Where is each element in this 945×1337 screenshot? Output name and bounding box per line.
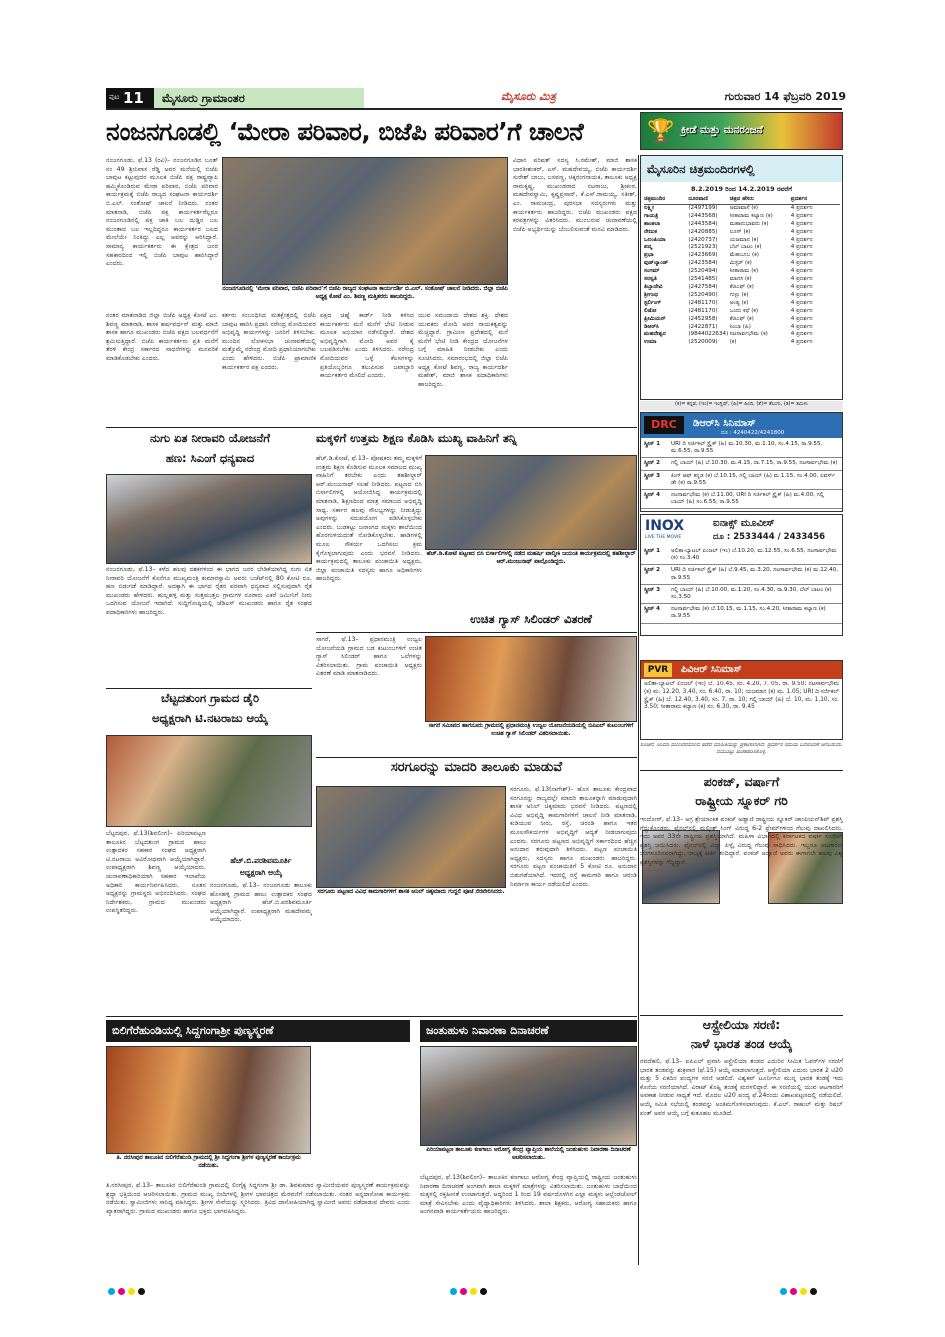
lead-col-1b-text: ನಂತರ ಮಾತನಾಡಿದ ಜಿಲ್ಲಾ ಬಿಜೆಪಿ ಅಧ್ಯಕ್ಷ ಕೋಟೆ ಎಂ. ಶಿವಣ್ಣ ಮಾತನಾಡಿ, ಶಾಸಕ ಹರ್ಷವರ್ಧನ್ ಮತ್ತು ಮಾಜಿ ಶಾಸಕ ಹಾಗೂ ಮುಖಂಡರು ಬಿಜೆಪಿ ಪಕ್ಷದ ಬಲವರ್ಧನೆಗೆ ಶ್ರಮಿಸುತ್ತಿದ್ದಾರೆ. ಬಿಜೆಪಿ ಕಾರ್ಯಕರ್ತರು ಪ್ರತಿ ಮನೆಗೆ ತೆರಳಿ ಕೇಂದ್ರ ಸರ್ಕಾರದ ಸಾಧನೆಗಳನ್ನು ಮನವರಿಕೆ ಮಾಡಿಕೊಡಬೇಕು ಎಂದರು. bbox=[106, 312, 218, 362]
gas-bottom-rule bbox=[316, 757, 637, 758]
cinema-phone: (2427584) bbox=[688, 283, 718, 290]
cinema-legend: (ಕ)= ಕನ್ನಡ, (ಇಂ)= ಇಂಗ್ಲಿಷ್, (ಹಿ)= ಹಿಂದಿ, (ತೆ)= ತೆಲುಗು, (ತ)= ತಮಿಳು bbox=[640, 401, 843, 411]
cinema-theatre: ವುಡ್‌ಲ್ಯಾಂಡ್ bbox=[644, 260, 669, 267]
page-label: ಪುಟ bbox=[109, 93, 120, 101]
cinema-film: ಗುಳ್ಟು (ಕ) bbox=[729, 291, 749, 298]
sports-banner bbox=[640, 112, 843, 150]
cinema-phone: (9844022634) bbox=[688, 331, 729, 338]
dairy-sub-headline-2: ಅಧ್ಯಕ್ಷರಾಗಿ ಆಯ್ಕೆ bbox=[239, 868, 283, 877]
cinema-row bbox=[644, 324, 840, 332]
cinema-row bbox=[644, 268, 840, 276]
inox-rows bbox=[641, 546, 842, 636]
drc-screen-row bbox=[641, 458, 842, 470]
lead-bottom-rule bbox=[106, 427, 637, 428]
australia-top-rule bbox=[640, 1015, 843, 1016]
drc-header bbox=[641, 413, 842, 438]
page-number: 11 bbox=[123, 89, 144, 107]
cinema-phone: (2520490) bbox=[688, 291, 718, 298]
cinema-row bbox=[644, 205, 840, 213]
children-headline: ಮಕ್ಕಳಿಗೆ ಉತ್ತಮ ಶಿಕ್ಷಣ ಕೊಡಿಸಿ ಮುಖ್ಯ ವಾಹಿನಿಗೆ ತನ್ನಿ bbox=[316, 431, 517, 445]
cinema-theatre: ಶಾಂತಲಾ bbox=[644, 220, 661, 227]
pankaj-headline-1: ಪಂಕಜ್, ವರ್ಷಾಗೆ bbox=[703, 774, 780, 789]
trophy-icon: 🏆 bbox=[647, 119, 675, 144]
lead-photo-caption: ನಂಜನಗೂಡಿನಲ್ಲಿ ‘ಮೇರಾ ಪರಿವಾರ, ಬಿಜೆಪಿ ಪರಿವಾರ’ಗೆ ಬಿಜೆಪಿ ರಾಜ್ಯದ ಸಂಘಟನಾ ಕಾರ್ಯದರ್ಶಿ ಬಿ.ಎಲ್. ಸಂತೋಷ್ ಚಾಲನೆ ನೀಡಿದರು. ಜಿಲ್ಲಾ ಬಿಜೆಪಿ ಅಧ್ಯಕ್ಷ ಕೋಟೆ ಎಂ. ಶಿವಣ್ಣ ಮತ್ತಿತರರು ಹಾಜರಿದ್ದರು. bbox=[222, 286, 508, 300]
yellow-dot bbox=[470, 1288, 477, 1295]
cinema-note: ಸೂಚನೆ: ಸಿನಿಮಾ ಮಂದಿರದವರಿಂದ ಪಡೆದ ಮಾಹಿತಿಯನ್ನು ಪ್ರಕಟಿಸಲಾಗಿದೆ. ಪ್ರದರ್ಶನ ಸಮಯ ಬದಲಾವಣೆ ಆಗಬಹುದು. ದಯವಿಟ್ಟು ಖಚಿತಪಡಿಸಿಕೊಳ್ಳಿ. bbox=[640, 742, 843, 755]
children-photo bbox=[425, 455, 637, 550]
cinema-shows: 4 ಪ್ರದರ್ಶನ bbox=[790, 220, 813, 227]
dairy-body-2: ನಂಜನಗೂಡು, ಫೆ.13– ನಂಜನಗೂಡು ತಾಲೂಕು ಹೊಸಹಳ್ಳಿ ಗ್ರಾಮದ ಹಾಲು ಉತ್ಪಾದಕರ ಸಂಘದ ಅಧ್ಯಕ್ಷರಾಗಿ ಹೆಚ್.ಬಿ.ಪರಶಿವಮೂರ್ತಿ ಆಯ್ಕೆಯಾಗಿದ್ದಾರೆ. ಉಪಾಧ್ಯಕ್ಷರಾಗಿ ಮಹದೇವಮ್ಮ ಆಯ್ಕೆಯಾದರು. bbox=[210, 882, 312, 924]
inox-screen-row bbox=[641, 546, 842, 565]
lead-col-2-text: ಕರ್ತರು ಸಂಬಂಧಿಸಿದ ಮತಕ್ಷೇತ್ರದಲ್ಲಿ ಬಿಜೆಪಿ ಬಾವುಟ ಹಾರಿಸಿ ಪ್ರಧಾನಿ ನರೇಂದ್ರ ಮೋದಿಯವರ ಅಭಿವೃದ್ಧಿ ಕಾರ್ಯಗಳನ್ನು ಜನರಿಗೆ ತಿಳಿಸಬೇಕು. ಮುಂದಿನ ಲೋಕಸಭಾ ಚುನಾವಣೆಯಲ್ಲಿ ಮತ್ತೊಮ್ಮೆ ನರೇಂದ್ರ ಮೋದಿ ಪ್ರಧಾನಿಯಾಗಬೇಕು ಎಂದು ಹೇಳಿದರು. ಬಿಜೆಪಿ ಪ್ರಾಮಾಣಿಕ ಕಾರ್ಯಕರ್ತರ ಪಕ್ಷ ಎಂದರು. bbox=[222, 312, 316, 371]
inox-screen-row bbox=[641, 585, 842, 604]
cinema-film: ಯಜಮಾನ (ಕ) bbox=[729, 236, 759, 243]
section-name: ಮೈಸೂರು ಗ್ರಾಮಾಂತರ bbox=[162, 91, 245, 105]
cinema-phone: (2420885) bbox=[688, 228, 718, 235]
lead-col-1b bbox=[106, 312, 218, 424]
issue-date: ಗುರುವಾರ 14 ಫೆಬ್ರವರಿ 2019 bbox=[724, 90, 846, 103]
cinema-phone: (2520494) bbox=[688, 268, 718, 275]
cinema-film: ಮಿಸ್ಟರ್ (ಕ) bbox=[729, 260, 752, 267]
drc-screen-shows: URI ದಿ ಸರ್ಜಿಕಲ್ ಸ್ಟ್ರೈಕ್ (ಹಿ) ಮ.10.30, ಮ.1.10, ಸಂ.4.15, ರಾ.9.55, ಮ.6.55, ರಾ.9.55 bbox=[671, 441, 823, 455]
cinema-film: ಸೀತಾರಾಮ (ಕ) bbox=[729, 268, 759, 275]
cinema-shows: 4 ಪ್ರದರ್ಶನ bbox=[790, 299, 813, 306]
drc-screen-shows: ಗಲ್ಲಿ ಬಾಯ್ (ಹಿ) ಬೆ.10.30, ಮ.4.15, ರಾ.7.15, ರಾ.9.55, ನಟಸಾರ್ವಭೌಮ (ಕ) bbox=[671, 460, 838, 467]
cinema-phone: (2420737) bbox=[688, 236, 718, 243]
dairy-headline-1: ಬೆಟ್ಟದತುಂಗ ಗ್ರಾಮದ ಡೈರಿ bbox=[160, 691, 260, 705]
inox-screen-label: ಸ್ಕ್ರೀನ್ 2 bbox=[644, 567, 661, 574]
cinema-theatre: ಪ್ರಭಾ bbox=[644, 252, 654, 259]
cinema-theatre: ತಿಬ್ಬಾದೇವಿ bbox=[644, 283, 663, 290]
lead-col-3-text: ಪಕ್ಷದ ಚಿಹ್ನೆ ಕಾರ್ಡ್ ನೀಡಿ ಕಳಿಸಿದ ಕಾರ್ಯಕರ್ತರು ಮನೆ ಮನೆಗೆ ಭೇಟಿ ನೀಡುವ ಮೂಲಕ ಅಭಿಯಾನ ನಡೆಸಲಿದ್ದಾರೆ. ದೇಶದ ಅಭಿವೃದ್ಧಿಗಾಗಿ ಮೋದಿ ಅವರ ಕೈ ಬಲಪಡಿಸಬೇಕು ಎಂದು ತಿಳಿಸಿದರು. ನರೇಂದ್ರ ಮೋದಿಯವರ ಒಳ್ಳೆ ಕೆಲಸಗಳನ್ನು ಪ್ರತಿಯೊಬ್ಬರಿಗೂ ತಲುಪಿಸುವ ಜವಾಬ್ದಾರಿ ಕಾರ್ಯಕರ್ತರ ಮೇಲಿದೆ ಎಂದರು. bbox=[320, 312, 414, 380]
siddaganga-photo-caption: ತಿ. ನರಸೀಪುರ ತಾಲೂಕಿನ ಬಿಲಿಗೆರೆಹುಂಡಿ ಗ್ರಾಮದಲ್ಲಿ ಶ್ರೀ ಸಿದ್ದಗಂಗಾ ಶ್ರೀಗಳ ಪುಣ್ಯಸ್ಮರಣೆ ಕಾರ್ಯಕ್ರಮ ನಡೆಯಿತು. bbox=[116, 1155, 301, 1169]
jantu-photo bbox=[420, 1046, 637, 1146]
cinema-table-header bbox=[644, 196, 840, 205]
children-body: ಹೆಚ್.ಡಿ.ಕೋಟೆ, ಫೆ.13– ಪೋಷಕರು ತಮ್ಮ ಮಕ್ಕಳಿಗೆ ಉತ್ತಮ ಶಿಕ್ಷಣ ಕೊಡಿಸುವ ಮೂಲಕ ಸಮಾಜದ ಮುಖ್ಯ ವಾಹಿನಿಗೆ ತರಬೇಕು ಎಂದು ತಹಶೀಲ್ದಾರ್ ಆರ್.ಮಂಜುನಾಥ್ ಸಲಹೆ ನೀಡಿದರು. ಪಟ್ಟಣದ ಬಿಸಿ ಬಿರ್ಸಾಲಿಗಳಲ್ಲಿ ಆಯೋಜಿಸಿದ್ದ ಕಾರ್ಯಕ್ರಮದಲ್ಲಿ ಮಾತನಾಡಿ, ಶಿಕ್ಷಣದಿಂದ ಮಾತ್ರ ಸಮಾಜದ ಅಭಿವೃದ್ಧಿ ಸಾಧ್ಯ. ಸರ್ಕಾರ ಹಲವು ಸೌಲಭ್ಯಗಳನ್ನು ನೀಡುತ್ತಿದ್ದು ಅವುಗಳನ್ನು ಸದುಪಯೋಗ ಪಡಿಸಿಕೊಳ್ಳಬೇಕು ಎಂದರು. ಬುಡಕಟ್ಟು ಜನಾಂಗದ ಮಕ್ಕಳು ಶಾಲೆಯಿಂದ ಹೊರಗುಳಿಯದಂತೆ ನೋಡಿಕೊಳ್ಳಬೇಕು. ಹಾಡಿಗಳಲ್ಲಿ ಮೂಲ ಸೌಕರ್ಯ ಒದಗಿಸಲು ಕ್ರಮ ಕೈಗೊಳ್ಳಲಾಗುವುದು ಎಂದು ಭರವಸೆ ನೀಡಿದರು. ಕಾರ್ಯಕ್ರಮದಲ್ಲಿ ತಾಲೂಕು ಪಂಚಾಯಿತಿ ಅಧ್ಯಕ್ಷರು, ಜಿಲ್ಲಾ ಪಂಚಾಯಿತಿ ಸದಸ್ಯರು ಹಾಗೂ ಅಧಿಕಾರಿಗಳು ಹಾಜರಿದ್ದರು. bbox=[316, 455, 422, 583]
cinema-shows: 4 ಪ್ರದರ್ಶನ bbox=[790, 244, 813, 251]
magenta-dot bbox=[790, 1288, 797, 1295]
inox-screen-shows: ಅಲಿತಾ-ಬ್ಯಾಟಲ್ ಏಂಜಲ್ (ಇಂ) ಬೆ.10.20, ಮ.12.55, ಸಂ.6.55, ನಟಸಾರ್ವಭೌಮ (ಕ) ಸಂ.3.40 bbox=[671, 548, 837, 562]
lead-col-5 bbox=[513, 157, 637, 425]
siddaganga-photo bbox=[106, 1046, 311, 1154]
drc-screen-label: ಸ್ಕ್ರೀನ್ 2 bbox=[644, 460, 661, 467]
cinema-row bbox=[644, 213, 840, 221]
cinema-theatre: ಒಲಂಪಿಯಾ bbox=[644, 236, 666, 243]
registration-marks-left bbox=[108, 1280, 178, 1290]
cinema-row bbox=[644, 221, 840, 229]
cinema-box bbox=[640, 155, 843, 400]
australia-headline-2: ನಾಳೆ ಭಾರತ ತಂಡ ಆಯ್ಕೆ bbox=[690, 1036, 793, 1051]
yellow-dot bbox=[128, 1288, 135, 1295]
cinema-shows: 4 ಪ್ರದರ್ಶನ bbox=[790, 307, 813, 314]
cinema-shows: 4 ಪ್ರದರ್ಶನ bbox=[790, 339, 813, 346]
magenta-dot bbox=[460, 1288, 467, 1295]
cinema-theatre: ಮಹದೇಶ್ವರ bbox=[644, 331, 666, 338]
page-header bbox=[106, 87, 846, 109]
cinema-film: ಲೂಸ್ (ಕ) bbox=[729, 228, 751, 235]
cinema-theatre: ಲಕ್ಷ್ಮೀ bbox=[644, 204, 654, 211]
cinema-rows bbox=[644, 205, 840, 347]
nugu-headline-2: ಹಣ: ಸಿಎಂಗೆ ಧನ್ಯವಾದ bbox=[165, 451, 255, 465]
cinema-shows: 4 ಪ್ರದರ್ಶನ bbox=[790, 268, 813, 275]
cinema-theatre: ಪ್ರೀಮಿಯರ್ bbox=[644, 315, 666, 322]
cinema-shows: 4 ಪ್ರದರ್ಶನ bbox=[790, 291, 813, 298]
cinema-film: ಬೆಲ್ ಬಾಟಂ (ಕ) bbox=[729, 244, 762, 251]
cinema-shows: 4 ಪ್ರದರ್ಶನ bbox=[790, 204, 813, 211]
section-tag bbox=[154, 88, 364, 108]
siddaganga-headline: ಬಿಲಿಗೆರೆಹುಂಡಿಯಲ್ಲಿ ಸಿದ್ದಗಂಗಾಶ್ರೀ ಪುಣ್ಯಸ್ಮರಣೆ bbox=[112, 1024, 274, 1037]
drc-rows bbox=[641, 439, 842, 511]
cinema-row bbox=[644, 300, 840, 308]
cinema-theatre: ಗಾಯತ್ರಿ bbox=[644, 212, 659, 219]
drc-screen-row bbox=[641, 439, 842, 458]
lead-col-5-text: ವಿಧಾನ ಪರಿಷತ್ ಸದಸ್ಯ ಸಿ.ರಮೇಶ್, ಮಾಜಿ ಶಾಸಕ ಭಾರತೀಶಂಕರ್, ಎಸ್. ಮಹದೇವಯ್ಯ, ಬಿಜೆಪಿ ಕಾರ್ಯದರ್ಶಿ ಸುರೇಶ್ ಬಾಬು, ಬಸವಣ್ಣ, ಚಿಕ್ಕರಂಗನಾಯಕ, ತಾಲೂಕು ಅಧ್ಯಕ್ಷ ರಾಮಕೃಷ್ಣ, ಮುಖಂಡರಾದ ನಟರಾಜು, ಶ್ರೀಕಂಠ, ಮಹದೇವಸ್ವಾಮಿ, ಕೃಷ್ಣಪ್ರಸಾದ್, ಕೆ.ಎಸ್.ರಾಮಯ್ಯ, ಸತೀಶ್, ಎಂ. ರಾಮಚಂದ್ರ, ಪುರಸಭಾ ಸದಸ್ಯರುಗಳು ಮತ್ತು ಕಾರ್ಯಕರ್ತರು ಹಾಜರಿದ್ದರು. ಬಿಜೆಪಿ ಮುಖಂಡರು ಪಕ್ಷದ ಕರಪತ್ರಗಳನ್ನು ವಿತರಿಸಿದರು. ಮುಂಬರುವ ಚುನಾವಣೆಯಲ್ಲಿ ಬಿಜೆಪಿ ಅಭ್ಯರ್ಥಿಯನ್ನು ಬೆಂಬಲಿಸುವಂತೆ ಮನವಿ ಮಾಡಿದರು. bbox=[513, 157, 637, 233]
cinema-film: ಮಾನಸ (ಕ) bbox=[729, 276, 752, 283]
nugu-bottom-rule bbox=[106, 688, 312, 689]
magenta-dot bbox=[118, 1288, 125, 1295]
dairy-body: ಬೆಟ್ಟದಪುರ, ಫೆ.13(ಶಿವಲಿಂಗ)– ಪಿರಿಯಾಪಟ್ಟಣ ತಾಲೂಕಿನ ಬೆಟ್ಟದತುಂಗ ಗ್ರಾಮದ ಹಾಲು ಉತ್ಪಾದಕರ ಸಹಕಾರ ಸಂಘದ ಅಧ್ಯಕ್ಷರಾಗಿ ಟಿ.ನಟರಾಜು ಅವಿರೋಧವಾಗಿ ಆಯ್ಕೆಯಾಗಿದ್ದಾರೆ. ಉಪಾಧ್ಯಕ್ಷರಾಗಿ ಶಿವಣ್ಣ ಆಯ್ಕೆಯಾದರು. ಚುನಾವಣಾಧಿಕಾರಿಯಾಗಿ ಸಹಕಾರ ಇಲಾಖೆಯ ಅಧಿಕಾರಿ ಕಾರ್ಯನಿರ್ವಹಿಸಿದರು. ನೂತನ ಅಧ್ಯಕ್ಷರನ್ನು ಗ್ರಾಮಸ್ಥರು ಅಭಿನಂದಿಸಿದರು. ಸಂಘದ ನಿರ್ದೇಶಕರು, ಗ್ರಾಮದ ಮುಖಂಡರು ಉಪಸ್ಥಿತರಿದ್ದರು. bbox=[106, 830, 206, 915]
black-dot bbox=[138, 1288, 145, 1295]
header-rule bbox=[106, 108, 842, 110]
inox-screen-row bbox=[641, 604, 842, 623]
gas-headline: ಉಚಿತ ಗ್ಯಾಸ್ ಸಿಲಿಂಡರ್ ವಿತರಣೆ bbox=[470, 612, 592, 626]
lead-col-1-text: ನಂಜನಗೂಡು, ಫೆ.13 (ರವಿ)– ನಂಜನಗೂಡಿನ ಬೂತ್ ನಂ 49 ಶ್ರೀನಿವಾಸ ರೆಡ್ಡಿ ಅವರ ಮನೆಯಲ್ಲಿ ಬಿಜೆಪಿ ಬಾವುಟ ಕಟ್ಟುವುದರ ಮೂಲಕ ಬಿಜೆಪಿ ಪಕ್ಷ ರಾಷ್ಟ್ರವ್ಯಾಪಿ ಹಮ್ಮಿಕೊಂಡಿರುವ ಮೇರಾ ಪರಿವಾರ, ಬಿಜೆಪಿ ಪರಿವಾರ ಕಾರ್ಯಕ್ರಮಕ್ಕೆ ಬಿಜೆಪಿ ರಾಜ್ಯದ ಸಂಘಟನಾ ಕಾರ್ಯದರ್ಶಿ ಬಿ.ಎಲ್. ಸಂತೋಷ್ ಚಾಲನೆ ನೀಡಿದರು. ನಂತರ ಮಾತನಾಡಿ, ಬಿಜೆಪಿ ಪಕ್ಷ ಕಾರ್ಯಕರ್ತರೆಲ್ಲರೂ ನಂಜನಗೂಡಿನಲ್ಲಿ ಪಕ್ಷ ಜಾತಿ ಬಲ ದುಡ್ಡಿನ ಬಲ ಮುಂತಾದ ಬಲ ಇಲ್ಲದಿದ್ದರೂ ಕಾರ್ಯಕರ್ತರ ಬಲದ ಮೇಲೆಯೇ ನಿಂತಿದ್ದು ಎಲ್ಲ ಅವರನ್ನು ಆರಿಸಿದ್ದಾರೆ. ಸಾಮಾನ್ಯ ಕಾರ್ಯಕರ್ತರು ಈ ಕ್ಷೇತ್ರದ ಜನರ ಸಹಕಾರದಿಂದ ಇಲ್ಲಿ ಬಿಜೆಪಿ ಬಾವುಟ ಹಾರಿಸಿದ್ದಾರೆ ಎಂದರು. bbox=[106, 157, 218, 268]
black-dot bbox=[480, 1288, 487, 1295]
drc-logo: DRC bbox=[644, 416, 684, 434]
cyan-dot bbox=[450, 1288, 457, 1295]
main-headline: ನಂಜನಗೂಡಲ್ಲಿ ‘ಮೇರಾ ಪರಿವಾರ, ಬಿಜೆಪಿ ಪರಿವಾರ’ಗೆ ಚಾಲನೆ bbox=[106, 117, 584, 146]
cinema-phone: (2520009) bbox=[688, 339, 718, 346]
drc-title: ಡಿಆರ್‌ಸಿ ಸಿನಿಮಾಸ್ bbox=[693, 418, 756, 429]
cinema-theatre: ಡಿಆರ್‌ಸಿ bbox=[644, 323, 659, 330]
drc-phone: ದೂ : 4240422/4241800 bbox=[721, 430, 785, 436]
cinema-shows: 4 ಪ್ರದರ್ಶನ bbox=[790, 323, 813, 330]
inox-screen-shows: ನಟಸಾರ್ವಭೌಮ (ಕ) ಬೆ.10.15, ಮ.1.15, ಸಂ.4.20, ಸೀತಾರಾಮ ಕಲ್ಯಾಣ (ಕ) ರಾ.9.55 bbox=[671, 606, 826, 620]
pvr-header bbox=[641, 661, 842, 679]
drc-screen-shows: ನಟಸಾರ್ವಭೌಮ (ಕ) ಬೆ.11.00, URI ದಿ ಸರ್ಜಿಕಲ್ ಸ್ಟ್ರೈಕ್ (ಹಿ) ಮ.4.00, ಗಲ್ಲಿ ಬಾಯ್ (ಹಿ) ಸಂ.6.55, ರಾ.9.55 bbox=[671, 492, 824, 506]
drc-screen-label: ಸ್ಕ್ರೀನ್ 4 bbox=[644, 492, 661, 499]
nugu-body: ನಂಜನಗೂಡು, ಫೆ.13– ಕಳೆದ ಹಲವು ದಶಕಗಳಿಂದ ಈ ಭಾಗದ ಜನರ ಬೇಡಿಕೆಯಾಗಿದ್ದ ನುಗು ಏತ ನೀರಾವರಿ ಯೋಜನೆಗೆ ಕೊನೆಗೂ ಮುಖ್ಯಮಂತ್ರಿ ಕುಮಾರಸ್ವಾಮಿ ಅವರು ಬಜೆಟ್‌ನಲ್ಲಿ 80 ಕೋಟಿ ರೂ. ಹಣ ಬಿಡುಗಡೆ ಮಾಡಿದ್ದಾರೆ. ಅದಕ್ಕಾಗಿ ಈ ಭಾಗದ ರೈತರ ಪರವಾಗಿ ಧನ್ಯವಾದ ಸಲ್ಲಿಸುವುದಾಗಿ ರೈತ ಮುಖಂಡರು ಹೇಳಿದರು. ಹುಲ್ಲಹಳ್ಳಿ ಮತ್ತು ಸುತ್ತಮುತ್ತಲ ಗ್ರಾಮಗಳ ನೂರಾರು ಎಕರೆ ಜಮೀನಿಗೆ ನೀರು ಒದಗಿಸುವ ಯೋಜನೆ ಇದಾಗಿದೆ. ಸುದ್ದಿಗೋಷ್ಠಿಯಲ್ಲಿ ಜೆಡಿಎಸ್ ಮುಖಂಡರು ಹಾಗೂ ರೈತ ಸಂಘದ ಪದಾಧಿಕಾರಿಗಳು ಹಾಜರಿದ್ದರು. bbox=[106, 566, 312, 616]
cinema-shows: 4 ಪ್ರದರ್ಶನ bbox=[790, 315, 813, 322]
registration-marks-right bbox=[780, 1280, 850, 1290]
cinema-phone: (2443584) bbox=[688, 220, 718, 227]
lead-col-4-text: ಯುವ ಸಮುದಾಯ ದೇಶದ ಶಕ್ತಿ. ದೇಶದ ಯುವಕರು ಮೋದಿ ಅವರ ನಾಯಕತ್ವವನ್ನು ಮೆಚ್ಚಿದ್ದಾರೆ. ಗ್ರಾಮೀಣ ಪ್ರದೇಶದಲ್ಲಿ ಮನೆ ಮನೆಗೆ ಭೇಟಿ ನೀಡಿ ಕೇಂದ್ರದ ಯೋಜನೆಗಳ ಬಗ್ಗೆ ಮಾಹಿತಿ ನೀಡಬೇಕು ಎಂದು ಸೂಚಿಸಿದರು. ಸಮಾರಂಭದಲ್ಲಿ ಜಿಲ್ಲಾ ಬಿಜೆಪಿ ಅಧ್ಯಕ್ಷ ಕೋಟೆ ಶಿವಣ್ಣ, ರಾಜ್ಯ ಕಾರ್ಯದರ್ಶಿ ಮಹೇಶ್, ಮಾಜಿ ಶಾಸಕ ಪದಾಧಿಕಾರಿಗಳು ಹಾಜರಿದ್ದರು. bbox=[418, 312, 508, 388]
inox-title: ಐನಾಕ್ಸ್ ಮೂವೀಸ್ bbox=[713, 518, 775, 529]
registration-marks-center bbox=[450, 1280, 520, 1290]
cinema-phone: (2423584) bbox=[688, 260, 718, 267]
cinema-shows: 4 ಪ್ರದರ್ಶನ bbox=[790, 252, 813, 259]
pankaj-body: ಇಂದೋರ್, ಫೆ.13– ಅಗ್ರ ಶ್ರೇಯಾಂಕಿತ ಪಂಕಜ್ ಅಡ್ವಾಣಿ ರಾಷ್ಟ್ರೀಯ ಸ್ನೂಕರ್ ಚಾಂಪಿಯನ್‌ಶಿಪ್ ಪ್ರಶಸ್ತಿ ಗೆದ್ದುಕೊಂಡರು. ಫೈನಲ್‌ನಲ್ಲಿ ಮಲ್ಕೀತ್ ಸಿಂಗ್ ವಿರುದ್ಧ 6-2 ಫ್ರೇಮ್‌ಗಳಿಂದ ಗೆಲುವು ದಾಖಲಿಸಿದರು. ಇದು ಅವರ 33ನೇ ರಾಷ್ಟ್ರೀಯ ಪ್ರಶಸ್ತಿಯಾಗಿದೆ. ಮಹಿಳಾ ವಿಭಾಗದಲ್ಲಿ ಕರ್ನಾಟಕದ ವರ್ಷಾ ಸಂಜೀವ್ ಪ್ರಶಸ್ತಿ ಜಯಿಸಿದರು. ಫೈನಲ್‌ನಲ್ಲಿ ವಿದ್ಯಾ ಪಿಳ್ಳೈ ವಿರುದ್ಧ ಗೆಲುವು ಸಾಧಿಸಿದರು. ಇಬ್ಬರೂ ಆಟಗಾರರು ಬೆಂಗಳೂರಿನವರಾಗಿದ್ದು, ರಾಜ್ಯಕ್ಕೆ ಕೀರ್ತಿ ತಂದಿದ್ದಾರೆ. ಪಂಕಜ್ ಅಡ್ವಾಣಿ ಅವರು ಈಗಾಗಲೇ ಹಲವು ವಿಶ್ವ ಪ್ರಶಸ್ತಿಗಳನ್ನು ಗೆದ್ದಿದ್ದಾರೆ. bbox=[640, 816, 843, 866]
drc-screen-label: ಸ್ಕ್ರೀನ್ 3 bbox=[644, 472, 661, 479]
cinema-shows: 4 ಪ್ರದರ್ಶನ bbox=[790, 236, 813, 243]
gas-body: ಸಾಗರೆ, ಫೆ.13– ಪ್ರಧಾನಮಂತ್ರಿ ಉಜ್ವಲ ಯೋಜನೆಯಡಿ ಗ್ರಾಮದ ಬಡ ಕುಟುಂಬಗಳಿಗೆ ಉಚಿತ ಗ್ಯಾಸ್ ಸಿಲಿಂಡರ್ ಹಾಗೂ ಒಲೆಗಳನ್ನು ವಿತರಿಸಲಾಯಿತು. ಗ್ರಾಮ ಪಂಚಾಯಿತಿ ಅಧ್ಯಕ್ಷರು ವಿತರಣೆ ಮಾಡಿ ಮಾತನಾಡಿದರು. bbox=[316, 636, 422, 678]
cinema-theatre: ಸಂಗಮ್ bbox=[644, 268, 660, 275]
cinema-film: ಸೀತಾರಾಮ ಕಲ್ಯಾಣ (ಕ) bbox=[729, 212, 773, 219]
cinema-phone: (2521923) bbox=[688, 244, 718, 251]
pankaj-headline-2: ರಾಷ್ಟ್ರೀಯ ಸ್ನೂಕರ್ ಗರಿ bbox=[695, 793, 788, 808]
sports-banner-label: ಕ್ರೀಡೆ ಮತ್ತು ಮನರಂಜನೆ bbox=[681, 124, 763, 136]
jantu-body: ಬೆಟ್ಟದಪುರ, ಫೆ.13(ಶಿವಲಿಂಗ)– ತಾಲೂಕಿನ ಕಣಗಾಲು ಆರೋಗ್ಯ ಕೇಂದ್ರ ವ್ಯಾಪ್ತಿಯಲ್ಲಿ ರಾಷ್ಟ್ರೀಯ ಜಂತುಹುಳು ನಿವಾರಣಾ ದಿನಾಚರಣೆ ಅಂಗವಾಗಿ ಶಾಲಾ ಮಕ್ಕಳಿಗೆ ಮಾತ್ರೆಗಳನ್ನು ವಿತರಿಸಲಾಯಿತು. ಜಂತುಹುಳು ಬಾಧೆಯಿಂದ ಮಕ್ಕಳಲ್ಲಿ ರಕ್ತಹೀನತೆ ಉಂಟಾಗುತ್ತದೆ. ಆದ್ದರಿಂದ 1 ರಿಂದ 19 ವರ್ಷದೊಳಗಿನ ಎಲ್ಲಾ ಮಕ್ಕಳು ಆಲ್ಬೆಂಡಜೋಲ್ ಮಾತ್ರೆ ಸೇವಿಸಬೇಕು ಎಂದು ವೈದ್ಯಾಧಿಕಾರಿಗಳು ತಿಳಿಸಿದರು. ಶಾಲಾ ಶಿಕ್ಷಕರು, ಆರೋಗ್ಯ ಸಹಾಯಕರು ಹಾಗೂ ಅಂಗನವಾಡಿ ಕಾರ್ಯಕರ್ತೆಯರು ಹಾಜರಿದ್ದರು. bbox=[420, 1174, 637, 1216]
cinema-film: ಮಹಾನುಭಾವರು (ಕ) bbox=[729, 220, 769, 227]
sargur-photo bbox=[316, 786, 506, 888]
cinema-theatre: ಶ್ರೀಗಂಧ bbox=[644, 291, 659, 298]
black-dot bbox=[810, 1288, 817, 1295]
cinema-film: ಮೆಹಬೂಬ (ಕ) bbox=[729, 252, 759, 259]
children-photo-caption: ಹೆಚ್.ಡಿ.ಕೋಟೆ ಪಟ್ಟಣದ ಬಿಸಿ ಬಿರ್ಸಾಲಿಗಳಲ್ಲಿ ನಡೆದ ಮಹರ್ಷಿ ವಾಲ್ಮೀಕಿ ಜಯಂತಿ ಕಾರ್ಯಕ್ರಮದಲ್ಲಿ ತಹಶೀಲ್ದಾರ್ ಆರ್.ಮಂಜುನಾಥ್ ಪಾಲ್ಗೊಂಡಿದ್ದರು. bbox=[426, 551, 636, 565]
cinema-date-range: 8.2.2019 ರಿಂದ 14.2.2019 ರವರೆಗೆ bbox=[690, 185, 793, 193]
cinema-shows: 4 ಪ್ರದರ್ಶನ bbox=[790, 212, 813, 219]
nugu-photo bbox=[106, 474, 312, 564]
bottom-section-rule bbox=[106, 1016, 637, 1017]
cinema-header-shows: ಪ್ರದರ್ಶನ bbox=[790, 196, 808, 202]
drc-box bbox=[640, 412, 843, 512]
jantu-headline-bar bbox=[420, 1020, 637, 1042]
drc-screen-label: ಸ್ಕ್ರೀನ್ 1 bbox=[644, 441, 661, 447]
inox-phone: ದೂ : 2533444 / 2433456 bbox=[713, 532, 826, 542]
lead-col-4 bbox=[418, 312, 508, 424]
drc-screen-row bbox=[641, 490, 842, 509]
cinema-film: ಕೆಜಿಎಫ್ (ಕ) bbox=[729, 315, 754, 322]
pvr-logo: PVR bbox=[644, 663, 672, 677]
cinema-theatre: ಪದ್ಮ bbox=[644, 244, 652, 251]
cinema-shows: 4 ಪ್ರದರ್ಶನ bbox=[790, 276, 813, 283]
lead-col-2 bbox=[222, 312, 316, 424]
cinema-row bbox=[644, 237, 840, 245]
masthead: ಮೈಸೂರು ಮಿತ್ರ bbox=[501, 90, 556, 103]
cinema-film: ಅಮಾವಾಸೆ (ಕ) bbox=[729, 204, 759, 211]
cinema-title: ಮೈಸೂರಿನ ಚಿತ್ರಮಂದಿರಗಳಲ್ಲಿ bbox=[647, 162, 755, 176]
cinema-film: ನಟಸಾರ್ವಭೌಮ (ಕ) bbox=[729, 331, 768, 338]
cinema-phone: (2541485) bbox=[688, 276, 718, 283]
cinema-row bbox=[644, 292, 840, 300]
cinema-film: ಒಂದು ಕಥೆ (ಕ) bbox=[729, 307, 759, 314]
cinema-row bbox=[644, 331, 840, 339]
cinema-shows: 4 ಪ್ರದರ್ಶನ bbox=[790, 260, 813, 267]
cyan-dot bbox=[780, 1288, 787, 1295]
cinema-film: ಕೆಜಿಎಫ್ (ಕ) bbox=[729, 283, 754, 290]
inox-screen-label: ಸ್ಕ್ರೀನ್ 1 bbox=[644, 548, 661, 554]
column-divider-right bbox=[638, 155, 639, 1265]
sargur-photo-caption: ಸರಗೂರು ಪಟ್ಟಣದ ವಿವಿಧ ಕಾಮಗಾರಿಗಳಿಗೆ ಶಾಸಕ ಅನಿಲ್ ಚಿಕ್ಕಮಾದು ಗುದ್ದಲಿ ಪೂಜೆ ನೆರವೇರಿಸಿದರು. bbox=[317, 889, 505, 895]
cinema-row bbox=[644, 284, 840, 292]
cinema-theatre: ಉಮಾ bbox=[644, 339, 657, 346]
pvr-box bbox=[640, 660, 843, 740]
yellow-dot bbox=[800, 1288, 807, 1295]
sargur-headline: ಸರಗೂರನ್ನು ಮಾದರಿ ತಾಲೂಕು ಮಾಡುವೆ bbox=[390, 760, 563, 775]
lead-col-3 bbox=[320, 312, 414, 424]
cinema-theatre: ಲಿಡೋ bbox=[644, 307, 657, 314]
inox-logo-sub: LIVE THE MOVIE bbox=[645, 535, 682, 540]
sargur-body: ಸರಗೂರು, ಫೆ.13(ನಾಗೇಶ್)– ಹೊಸ ತಾಲೂಕು ಕೇಂದ್ರವಾದ ಸರಗೂರನ್ನು ರಾಜ್ಯದಲ್ಲೇ ಮಾದರಿ ತಾಲೂಕನ್ನಾಗಿ ಮಾಡುವುದಾಗಿ ಶಾಸಕ ಅನಿಲ್ ಚಿಕ್ಕಮಾದು ಭರವಸೆ ನೀಡಿದರು. ಪಟ್ಟಣದಲ್ಲಿ ವಿವಿಧ ಅಭಿವೃದ್ಧಿ ಕಾಮಗಾರಿಗಳಿಗೆ ಚಾಲನೆ ನೀಡಿ ಮಾತನಾಡಿ, ಕುಡಿಯುವ ನೀರು, ರಸ್ತೆ, ಚರಂಡಿ ಹಾಗೂ ಇತರ ಮೂಲಸೌಕರ್ಯಗಳ ಅಭಿವೃದ್ಧಿಗೆ ಆದ್ಯತೆ ನೀಡಲಾಗುವುದು ಎಂದರು. ಸರಗೂರು ಪಟ್ಟಣದ ಅಭಿವೃದ್ಧಿಗೆ ಸರ್ಕಾರದಿಂದ ಹೆಚ್ಚಿನ ಅನುದಾನ ತರುವುದಾಗಿ ತಿಳಿಸಿದರು. ಪಟ್ಟಣ ಪಂಚಾಯಿತಿ ಅಧ್ಯಕ್ಷರು, ಸದಸ್ಯರು ಹಾಗೂ ಮುಖಂಡರು ಹಾಜರಿದ್ದರು. ಸರಗೂರು ಪಟ್ಟಣ ಪಂಚಾಯಿತಿಗೆ 5 ಕೋಟಿ ರೂ. ಅನುದಾನ ಬಿಡುಗಡೆಯಾಗಿದೆ. ಇದರಲ್ಲಿ ರಸ್ತೆ ಕಾಮಗಾರಿ ಹಾಗೂ ಚರಂಡಿ ನಿರ್ಮಾಣ ಕಾರ್ಯ ನಡೆಯಲಿದೆ ಎಂದರು. bbox=[510, 786, 637, 888]
lead-col-1 bbox=[106, 157, 218, 309]
cinema-row bbox=[644, 276, 840, 284]
australia-body: ನವದೆಹಲಿ, ಫೆ.13– ಐಪಿಎಲ್ ಪ್ರವಾಸಿ ಆಸ್ಟ್ರೇಲಿಯಾ ತಂಡದ ಎದುರಿನ ಸೀಮಿತ ಓವರ್‌ಗಳ ಸರಣಿಗೆ ಭಾರತ ತಂಡವನ್ನು ಶುಕ್ರವಾರ (ಫೆ.15) ಆಯ್ಕೆ ಮಾಡಲಾಗುತ್ತದೆ. ಆಸ್ಟ್ರೇಲಿಯಾ ಎದುರು ಭಾರತ 2 ಟಿ20 ಮತ್ತು 5 ಏಕದಿನ ಪಂದ್ಯಗಳ ಸರಣಿ ಆಡಲಿದೆ. ವಿಶ್ವಕಪ್ ಟೂರ್ನಿಗೂ ಮುನ್ನ ಭಾರತ ತಂಡಕ್ಕೆ ಇದು ಕೊನೆಯ ಸರಣಿಯಾಗಿದೆ. ವಿರಾಟ್ ಕೊಹ್ಲಿ ತಂಡಕ್ಕೆ ಮರಳಲಿದ್ದಾರೆ. ಈ ಸರಣಿಯಲ್ಲಿ ಯುವ ಆಟಗಾರರಿಗೆ ಅವಕಾಶ ನೀಡುವ ಸಾಧ್ಯತೆ ಇದೆ. ಮೊದಲ ಟಿ20 ಪಂದ್ಯ ಫೆ.24ರಂದು ವಿಶಾಖಪಟ್ಟಣದಲ್ಲಿ ನಡೆಯಲಿದೆ. ಆಯ್ಕೆ ಸಮಿತಿ ಸಭೆಯಲ್ಲಿ ತಂಡವನ್ನು ಅಂತಿಮಗೊಳಿಸಲಾಗುವುದು. ಕೆ.ಎಲ್. ರಾಹುಲ್ ಮತ್ತು ರಿಷಬ್ ಪಂತ್ ಅವರ ಆಯ್ಕೆ ಬಗ್ಗೆ ಕುತೂಹಲ ಮೂಡಿದೆ. bbox=[640, 1058, 843, 1117]
cinema-theatre: ರೇಣುಕ bbox=[644, 228, 658, 235]
drc-screen-shows: ಕಿಂಗ್ ಆಫ್ ಕನ್ನಡ (ಕ) ಬೆ.10.15, ಗಲ್ಲಿ ಬಾಯ್ (ಹಿ) ಮ.1.15, ಸಂ.4.00, ಲವರ್ಸ್ ಡೇ (ಕ) ರಾ.9.55 bbox=[671, 472, 835, 486]
cinema-row bbox=[644, 316, 840, 324]
dairy-headline-2: ಅಧ್ಯಕ್ಷರಾಗಿ ಟಿ.ನಟರಾಜು ಆಯ್ಕೆ bbox=[151, 711, 269, 725]
pvr-title: ಪಿವಿಆರ್ ಸಿನಿಮಾಸ್ bbox=[681, 664, 742, 675]
cinema-row bbox=[644, 339, 840, 347]
pankaj-top-rule bbox=[640, 770, 843, 771]
cinema-row bbox=[644, 252, 840, 260]
cinema-film: (ಕ) bbox=[729, 339, 737, 346]
siddaganga-body: ತಿ.ನರಸೀಪುರ, ಫೆ.13– ತಾಲೂಕಿನ ಬಿಲಿಗೆರೆಹುಂಡಿ ಗ್ರಾಮದಲ್ಲಿ ಲಿಂಗೈಕ್ಯ ಸಿದ್ದಗಂಗಾ ಶ್ರೀ ಡಾ. ಶಿವಕುಮಾರ ಸ್ವಾಮೀಜಿಯವರ ಪುಣ್ಯಸ್ಮರಣೆ ಕಾರ್ಯಕ್ರಮವನ್ನು ಶ್ರದ್ಧಾ ಭಕ್ತಿಯಿಂದ ಆಚರಿಸಲಾಯಿತು. ಗ್ರಾಮದ ಮುಖ್ಯ ಬೀದಿಗಳಲ್ಲಿ ಶ್ರೀಗಳ ಭಾವಚಿತ್ರದ ಮೆರವಣಿಗೆ ನಡೆಸಲಾಯಿತು. ನಂತರ ಅನ್ನದಾಸೋಹ ಕಾರ್ಯಕ್ರಮ ನಡೆಯಿತು. ಸ್ವಾಮೀಜಿಗಳು ಸಾನಿಧ್ಯ ವಹಿಸಿದ್ದರು. ಶ್ರೀಗಳ ಸೇವೆಯನ್ನು ಸ್ಮರಿಸಿದರು. ತ್ರಿವಿಧ ದಾಸೋಹಿಯಾಗಿದ್ದ ಸ್ವಾಮೀಜಿ ಅವರು ನಡೆದಾಡುವ ದೇವರು ಎಂದು ಖ್ಯಾತರಾಗಿದ್ದರು. ಗ್ರಾಮದ ಮುಖಂಡರು ಹಾಗೂ ಭಕ್ತರು ಭಾಗವಹಿಸಿದ್ದರು. bbox=[106, 1182, 410, 1215]
cinema-phone: (2423669) bbox=[688, 252, 718, 259]
drc-screen-row bbox=[641, 471, 842, 490]
jantu-headline: ಜಂತುಹುಳು ನಿವಾರಣಾ ದಿನಾಚರಣೆ bbox=[426, 1024, 549, 1037]
jantu-photo-caption: ಪಿರಿಯಾಪಟ್ಟಣ ತಾಲೂಕು ಕಣಗಾಲು ಆರೋಗ್ಯ ಕೇಂದ್ರ ವ್ಯಾಪ್ತಿಯ ಶಾಲೆಯಲ್ಲಿ ಜಂತುಹುಳು ನಿವಾರಣಾ ದಿನಾಚರಣೆ ಆಚರಿಸಲಾಯಿತು. bbox=[426, 1147, 631, 1161]
page-number-tag bbox=[106, 88, 154, 108]
gas-photo bbox=[425, 636, 637, 722]
inox-screen-shows: ಗಲ್ಲಿ ಬಾಯ್ (ಹಿ) ಬೆ.10.00, ಮ.1.20, ಸಂ.4.30, ರಾ.9.30, ಬೆಲ್ ಬಾಟಂ (ಕ) ಸಂ.3.50 bbox=[671, 586, 832, 601]
cinema-row bbox=[644, 229, 840, 237]
cinema-row bbox=[644, 260, 840, 268]
cinema-title-bar bbox=[641, 156, 842, 182]
cinema-theatre: ಸರಸ್ವತಿ bbox=[644, 276, 657, 283]
gas-photo-caption: ಸಾಗರೆ ಸಮೀಪದ ಹಾಗನೂರು ಗ್ರಾಮದಲ್ಲಿ ಪ್ರಧಾನಮಂತ್ರಿ ಉಜ್ವಲ ಯೋಜನೆಯಡಿಯಲ್ಲಿ ಬಿಪಿಎಲ್ ಕುಟುಂಬಗಳಿಗೆ ಉಚಿತ ಗ್ಯಾಸ್ ಸಿಲಿಂಡರ್ ವಿತರಿಸಲಾಯಿತು. bbox=[428, 723, 634, 737]
inox-screen-label: ಸ್ಕ್ರೀನ್ 3 bbox=[644, 586, 661, 593]
cyan-dot bbox=[108, 1288, 115, 1295]
inox-screen-label: ಸ್ಕ್ರೀನ್ 4 bbox=[644, 606, 661, 613]
children-bottom-rule bbox=[316, 632, 637, 633]
cinema-shows: 4 ಪ್ರದರ್ಶನ bbox=[790, 331, 813, 338]
dairy-photo bbox=[106, 735, 312, 827]
cinema-theatre: ಸ್ಟರ್ಲಿಂಗ್ bbox=[644, 299, 662, 306]
cinema-header-phone: ದೂರವಾಣಿ bbox=[688, 196, 708, 202]
cinema-table bbox=[644, 196, 840, 396]
inox-header bbox=[641, 515, 842, 545]
cinema-phone: (2497199) bbox=[688, 204, 718, 211]
lead-photo bbox=[222, 157, 508, 285]
cinema-film: ಅಂತ್ಯ (ಕ) bbox=[729, 299, 749, 306]
cinema-phone: (2481170) bbox=[688, 307, 718, 314]
cinema-header-film: ಚಿತ್ರದ ಹೆಸರು bbox=[729, 196, 755, 202]
cinema-header-theatre: ಚಿತ್ರಮಂದಿರ bbox=[644, 196, 666, 202]
inox-logo: INOX bbox=[645, 518, 685, 534]
cinema-shows: 4 ಪ್ರದರ್ಶನ bbox=[790, 228, 813, 235]
cinema-phone: (2452958) bbox=[688, 315, 718, 322]
cinema-phone: (2422871) bbox=[688, 323, 718, 330]
cinema-row bbox=[644, 244, 840, 252]
dairy-sub-headline-1: ಹೆಚ್.ಬಿ.ಪರಶಿವಮೂರ್ತಿ bbox=[230, 856, 292, 865]
nugu-headline-1: ನುಗು ಏತ ನೀರಾವರಿ ಯೋಜನೆಗೆ bbox=[150, 431, 270, 445]
pvr-body: ಅಲಿತಾ-ಬ್ಯಾಟಲ್ ಏಂಜಲ್ (ಇಂ) ಬೆ. 10.45, ಸಂ. 4.20, 7. 05, ರಾ. 9.50; ನಟಸಾರ್ವಭೌಮ (ಕ) ಮ. 12.20, 3.40, ಸಂ. 6.40, ರಾ. 10; ಯಜಮಾನ (ಕ) ಮ. 1.05; URI ದಿ ಸರ್ಜಿಕಲ್ ಸ್ಟ್ರೈಕ್ (ಹಿ) ಬೆ. 12.40, 3.40, ಸಂ. 7, ರಾ. 10; ಗಲ್ಲಿ ಬಾಯ್ (ಹಿ) ಬೆ. 10, ಮ. 1.10, ಸಂ. 3.50; ಸೀತಾರಾಮ ಕಲ್ಯಾಣ (ಕ) ಸಂ. 6.30, ರಾ. 9.45 bbox=[644, 681, 839, 711]
cinema-row bbox=[644, 308, 840, 316]
australia-headline-1: ಆಸ್ಟ್ರೇಲಿಯಾ ಸರಣಿ: bbox=[702, 1017, 781, 1032]
cinema-film: ಸಿಂಬಾ (ಹಿ) bbox=[729, 323, 751, 330]
inox-screen-shows: URI ದಿ ಸರ್ಜಿಕಲ್ ಸ್ಟ್ರೈಕ್ (ಹಿ) ಬೆ.9.45, ಮ.3.20, ನಟಸಾರ್ವಭೌಮ (ಕ) ಮ.12.40, ರಾ.9.55 bbox=[671, 567, 839, 581]
inox-screen-row bbox=[641, 565, 842, 584]
cinema-phone: (2443568) bbox=[688, 212, 718, 219]
cinema-phone: (2481170) bbox=[688, 299, 718, 306]
inox-box bbox=[640, 514, 843, 636]
cinema-shows: 4 ಪ್ರದರ್ಶನ bbox=[790, 283, 813, 290]
siddaganga-headline-bar bbox=[106, 1020, 410, 1042]
